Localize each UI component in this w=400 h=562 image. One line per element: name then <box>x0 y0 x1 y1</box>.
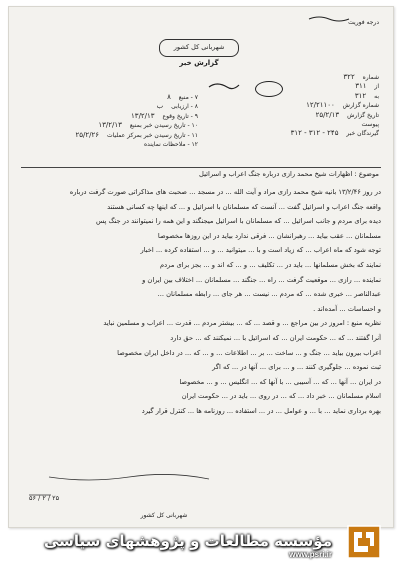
field-label: ۱۲ - ملاحظات نماینده <box>144 141 198 149</box>
body-line: واقعه جنگ اعراب و اسرائیل گفت ... آنست که مسلمانان با اسرائیل و ... که اینها چه کسانی هستند <box>107 202 381 211</box>
body-line: نمایند که بخش مسلمانها ... باید در ... تکلیف ... و ... که اند و ... بجز برای مردم <box>160 260 381 269</box>
body-line: در روز ۱۳/۲/۴۶ بانیه شیخ محمد رازی مراد و آیت الله ... در مسجد ... صحبت های مذاکراتی صورت گرفت درباره <box>69 188 381 196</box>
field-value: ۳۱۲ <box>354 91 367 100</box>
brand-name: مؤسسه مطالعات و پژوهشهای سیاسی <box>43 532 332 550</box>
brand-logo-icon <box>344 522 384 562</box>
body-line: اسلام مسلمانان ... خبر داد ... که ... در روی ... باید در ... حکومت ایران <box>181 392 381 401</box>
field-label: ۷ - منبع <box>178 94 198 101</box>
footer-stamp: شهربانی کل کشور <box>140 512 188 519</box>
field-label: ۱۱ - تاریخ رسیدن خبر بمرکز عملیات <box>106 131 198 139</box>
body-line: و احساسات ... آمده‌اند . <box>313 304 381 313</box>
field-label: از <box>374 83 379 91</box>
body-line: عبدالناصر ... خبری شده ... که مردم ... نیست ... هر جای ... رابطه مسلمانان ... <box>157 290 381 299</box>
subject-line: موضوع : اظهارات شیخ محمد رازی درباره جنگ اعراب و اسرائیل <box>199 170 379 178</box>
body-line: مسلمانان ... عقب بیاید ... رهبرانشان ... فرقی ندارد بیاید در این روزها مخصوصا <box>157 231 381 240</box>
document-page <box>8 6 394 528</box>
handwritten-date: ۲۵ / ۲ / ۵۶ <box>29 494 60 502</box>
body-line: اعراب بیرون بیاید ... جنگ و ... ساخت ... بر ... اطلاعات ... و ... که ... در داخل ایران مخصوصا <box>117 348 381 357</box>
body-line: در ایران ... آنها ... که ... آسیبی ... با آنها که ... انگلیس ... و ... مخصوصا <box>179 377 381 386</box>
field-value: ۲۵/۲/۲۶ <box>75 130 100 139</box>
field-label: پیوست <box>361 121 379 129</box>
field-value: ۳۲۲ <box>343 73 355 81</box>
field-value: ب <box>156 102 164 111</box>
body-line: نماینده ... رازی ... موقعیت گرفت ... راه ... جنگند ... مسلمانان ... اختلاف بین ایران و <box>142 275 381 284</box>
field-value: ۲۵/۲/۱۳ <box>315 110 340 119</box>
field-label: تاریخ گزارش <box>347 111 379 119</box>
field-value: ۲۴۵ - ۳۱۲ - ۳۱۲ <box>290 129 339 138</box>
field-label: ۹ - تاریخ وقوع <box>162 112 198 120</box>
body-line: بهره برداری نماید ... با ... و عوامل ... در ... استفاده ... روزنامه ها ... کنترل قرار گیرد <box>141 406 381 415</box>
body-line: دیده برای مردم و جانب اسرائیل ... که مسلمانان با اسرائیل میجنگند و این همه را نمیتوانند در جنگ پس <box>96 217 381 226</box>
brand-watermark <box>8 530 392 558</box>
handwriting-marks <box>9 7 393 527</box>
field-label: ۸ - ارزیابی <box>171 103 198 111</box>
report-title: گزارش خبر <box>179 59 219 67</box>
field-label: شماره <box>362 74 379 81</box>
department-stamp: شهربانی کل کشور <box>159 39 239 57</box>
field-label: ۱۰ - تاریخ رسیدن خبر بمنبع <box>129 122 198 130</box>
body-line: نظریه منبع : امروز در بین مراجع ... و قصد ... که ... بیشتر مردم ... قدرت ... اعراب و مسلمین نباید <box>103 319 381 328</box>
field-value: ۱۲/۲۱۱۰۰ <box>306 101 335 110</box>
field-value: ۸ <box>167 93 171 101</box>
brand-url: www.psri.ir <box>289 550 332 559</box>
classification-label: درجه فوریت <box>348 19 379 26</box>
field-value: ۱۳/۲/۱۳ <box>98 121 122 130</box>
body-line: توجه شود که ماه اعراب ... که زیاد است و با ... میتوانید ... و ... استفاده کرده ... اخبار <box>140 246 381 255</box>
field-label: گیرندگان خبر <box>346 130 379 138</box>
field-label: به <box>374 92 379 100</box>
field-value: ۱۳/۲/۱۳ <box>131 111 155 120</box>
body-line: ثبت نموده ... جلوگیری کنند ... و ... برای ... آنها در ... که اگر <box>212 363 381 372</box>
body-line: آنرا گفتند ... که ... حکومت ایران ... که اسرائیل با ... نمیکنند که ... حق دارد <box>170 333 381 342</box>
field-value: ۳۱۱ <box>355 82 367 91</box>
field-label: شماره گزارش <box>342 102 379 110</box>
